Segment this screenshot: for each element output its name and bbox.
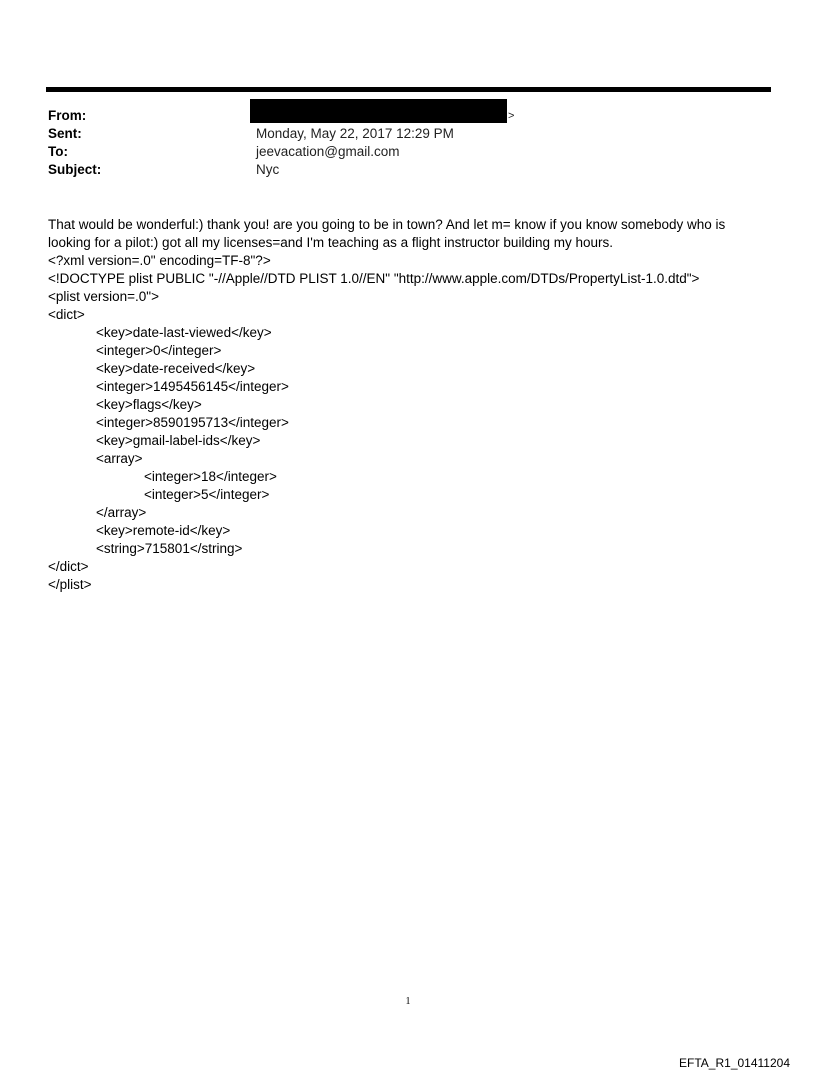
header-divider bbox=[46, 87, 771, 92]
email-body bbox=[48, 216, 768, 594]
message-paragraph: That would be wonderful:) thank you! are you going to be in town? And let m= know if you know somebody who is looking for a pilot:) got all my licenses=and I'm teaching as a flight instructor building my hours. bbox=[48, 217, 726, 250]
sent-value: Monday, May 22, 2017 12:29 PM bbox=[256, 126, 454, 141]
plist-line: <string>715801</string> bbox=[96, 541, 243, 556]
from-value-tail: > bbox=[508, 110, 515, 122]
plist-line: <dict> bbox=[48, 307, 85, 322]
plist-line: <integer>1495456145</integer> bbox=[96, 379, 289, 394]
subject-value: Nyc bbox=[256, 162, 280, 177]
plist-line: <integer>5</integer> bbox=[144, 487, 270, 502]
to-label: To: bbox=[48, 144, 68, 159]
redaction-block bbox=[250, 99, 507, 123]
subject-label: Subject: bbox=[48, 162, 102, 177]
document-id: EFTA_R1_01411204 bbox=[679, 1056, 790, 1070]
to-value: jeevacation@gmail.com bbox=[256, 144, 400, 159]
sent-label: Sent: bbox=[48, 126, 82, 141]
plist-line: <key>date-last-viewed</key> bbox=[96, 325, 272, 340]
plist-line: <plist version=.0"> bbox=[48, 289, 159, 304]
plist-line: <integer>18</integer> bbox=[144, 469, 277, 484]
from-label: From: bbox=[48, 108, 87, 123]
plist-line: </dict> bbox=[48, 559, 89, 574]
plist-line: <?xml version=.0" encoding=TF-8"?> bbox=[48, 253, 271, 268]
plist-line: <key>flags</key> bbox=[96, 397, 202, 412]
plist-line: <key>gmail-label-ids</key> bbox=[96, 433, 261, 448]
plist-line: <key>date-received</key> bbox=[96, 361, 256, 376]
plist-line: </array> bbox=[96, 505, 147, 520]
plist-line: <integer>8590195713</integer> bbox=[96, 415, 289, 430]
plist-line: <array> bbox=[96, 451, 143, 466]
plist-line: <!DOCTYPE plist PUBLIC "-//Apple//DTD PLIST 1.0//EN" "http://www.apple.com/DTDs/PropertyList-1.0.dtd"> bbox=[48, 271, 700, 286]
page-number: 1 bbox=[405, 996, 411, 1007]
plist-line: <integer>0</integer> bbox=[96, 343, 222, 358]
plist-line: <key>remote-id</key> bbox=[96, 523, 231, 538]
plist-line: </plist> bbox=[48, 577, 92, 592]
